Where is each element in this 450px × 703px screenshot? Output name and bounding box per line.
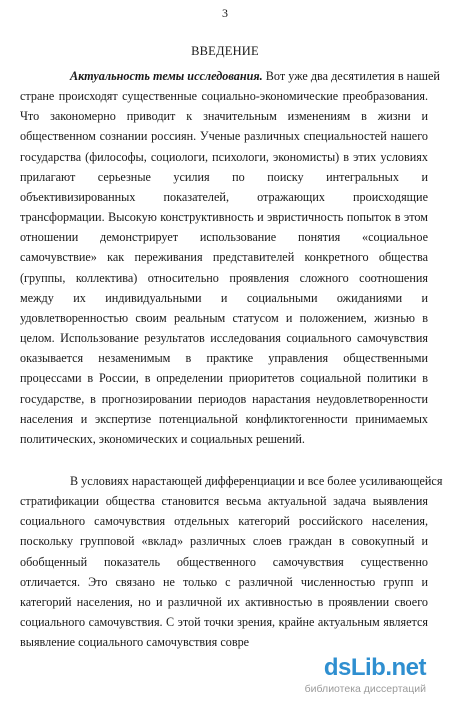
text-line: социального самочувствия. С этой точки зрения, крайне актуальным является <box>20 615 428 630</box>
watermark-tagline: библиотека диссертаций <box>304 683 426 695</box>
page-number: 3 <box>222 6 228 20</box>
text-line: (группы, коллектива) относительно проявления сложного соотношения <box>20 270 428 285</box>
text-line: отношении демонстрирует использование понятия «социальное <box>20 230 428 245</box>
text-line: Что закономерно приводит к значительным изменениям в жизни и <box>20 109 428 124</box>
text-line: Актуальность темы исследования. Вот уже два десятилетия в нашей <box>70 69 440 83</box>
text-line: стране происходят существенные социально-экономические преобразования. <box>20 89 428 104</box>
watermark <box>240 650 440 698</box>
section-heading: ВВЕДЕНИЕ <box>191 44 259 58</box>
text-line: государстве, в прогнозировании периодов нарастания неудовлетворенности <box>20 391 428 406</box>
text-line: удовлетворенностью своим реальным статусом и положением, жизнью в <box>20 310 428 325</box>
text-line: социального самочувствия отдельных категорий российского населения, <box>20 514 428 529</box>
text-line: В условиях нарастающей дифференциации и все более усиливающейся <box>70 474 443 488</box>
text-line: между их индивидуальными и социальными ожиданиями и <box>20 290 428 305</box>
text-line: государства (философы, социологи, психологи, экономисты) в этих условиях <box>20 149 428 164</box>
text-line: стратификации общества становится весьма актуальной задача выявления <box>20 494 428 509</box>
text-line: самочувствие» как переживания представителей конкретного общества <box>20 250 428 265</box>
text-line: выявление социального самочувствия совре <box>20 635 250 650</box>
text-line: категорий населения, но и различной их активностью в проявлении своего <box>20 594 428 609</box>
text-line: обобщенный показатель общественного самочувствия существенно <box>20 554 428 569</box>
text-line: оказывается незаменимым в практике управления общественными <box>20 351 428 366</box>
emphasis-phrase: Актуальность темы исследования. <box>70 69 263 83</box>
text-line: объективизированных показателей, отражающих происходящие <box>20 189 428 204</box>
text-line: отличается. Это связано не только с различной численностью групп и <box>20 574 428 589</box>
paragraph-relevance <box>20 66 440 449</box>
text-line: прилагают серьезные усилия по поиску интегральных и <box>20 169 428 184</box>
text-line: целом. Использование результатов исследования социального самочувствия <box>20 331 428 346</box>
text-line: процессами в России, в определении приоритетов социальной политики в <box>20 371 428 386</box>
text-line: населения и экспертизе потенциальной конфликтогенности принимаемых <box>20 411 428 426</box>
watermark-logo: dsLib.net <box>323 654 426 681</box>
text-line: политических, экономических и социальных решений. <box>20 431 305 446</box>
text-line: поскольку групповой «вклад» различных слоев граждан в совокупный и <box>20 534 428 549</box>
text-line: трансформации. Высокую конструктивность и эвристичность попыток в этом <box>20 210 428 225</box>
text-line: общественном сознании россиян. Ученые различных специальностей нашего <box>20 129 428 144</box>
paragraph-stratification <box>20 471 443 652</box>
